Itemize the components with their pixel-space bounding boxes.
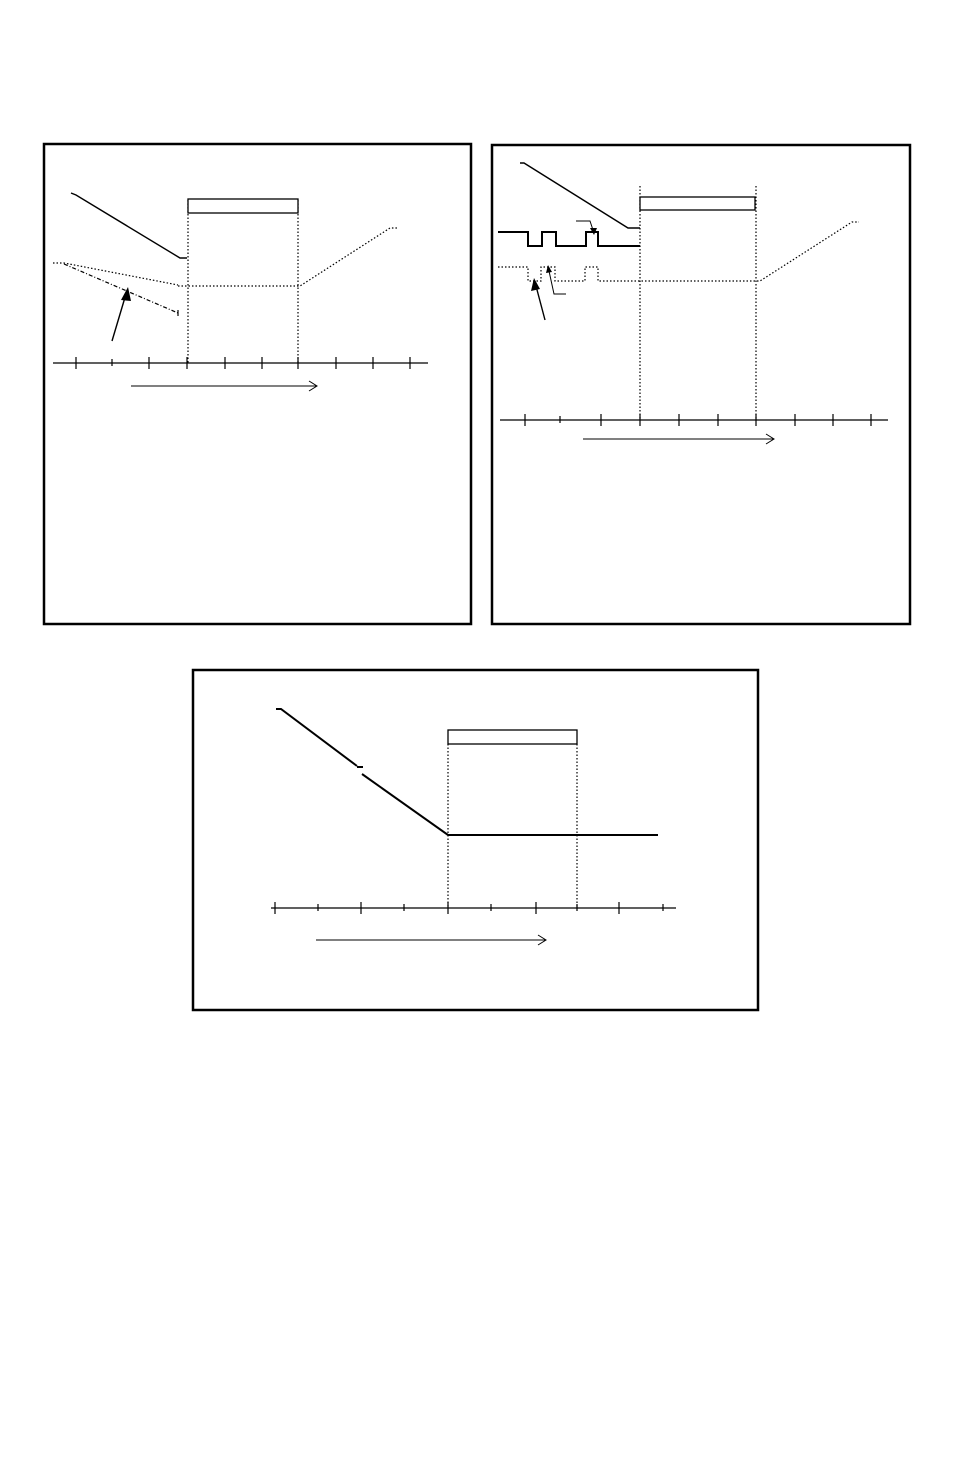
dotted-pulse-train (498, 222, 859, 281)
pointer-arrow (531, 278, 545, 320)
dotted-flat-line (178, 228, 397, 286)
solid-decline-line-continued (362, 774, 658, 835)
solid-decline-line (71, 193, 187, 258)
panel-top-left (44, 144, 471, 624)
phase-box (448, 730, 577, 744)
solid-pulse-train (498, 232, 640, 246)
phase-box (640, 197, 755, 210)
phase-box (188, 199, 298, 213)
panel-top-right (492, 145, 910, 624)
time-axis (271, 902, 676, 914)
solid-decline-line (276, 709, 357, 766)
time-direction-arrow (583, 434, 774, 444)
panel-frame (492, 145, 910, 624)
panel-frame (44, 144, 471, 624)
small-arrow-mid (546, 265, 566, 294)
lower-decline-line (64, 264, 178, 313)
time-axis (53, 357, 428, 369)
time-direction-arrow (316, 935, 546, 945)
dotted-decline-line (53, 263, 178, 285)
time-direction-arrow (131, 381, 317, 391)
panel-bottom (193, 670, 758, 1010)
panel-frame (193, 670, 758, 1010)
time-axis (500, 414, 888, 426)
pointer-arrow (112, 287, 131, 341)
solid-decline-line (520, 163, 640, 228)
